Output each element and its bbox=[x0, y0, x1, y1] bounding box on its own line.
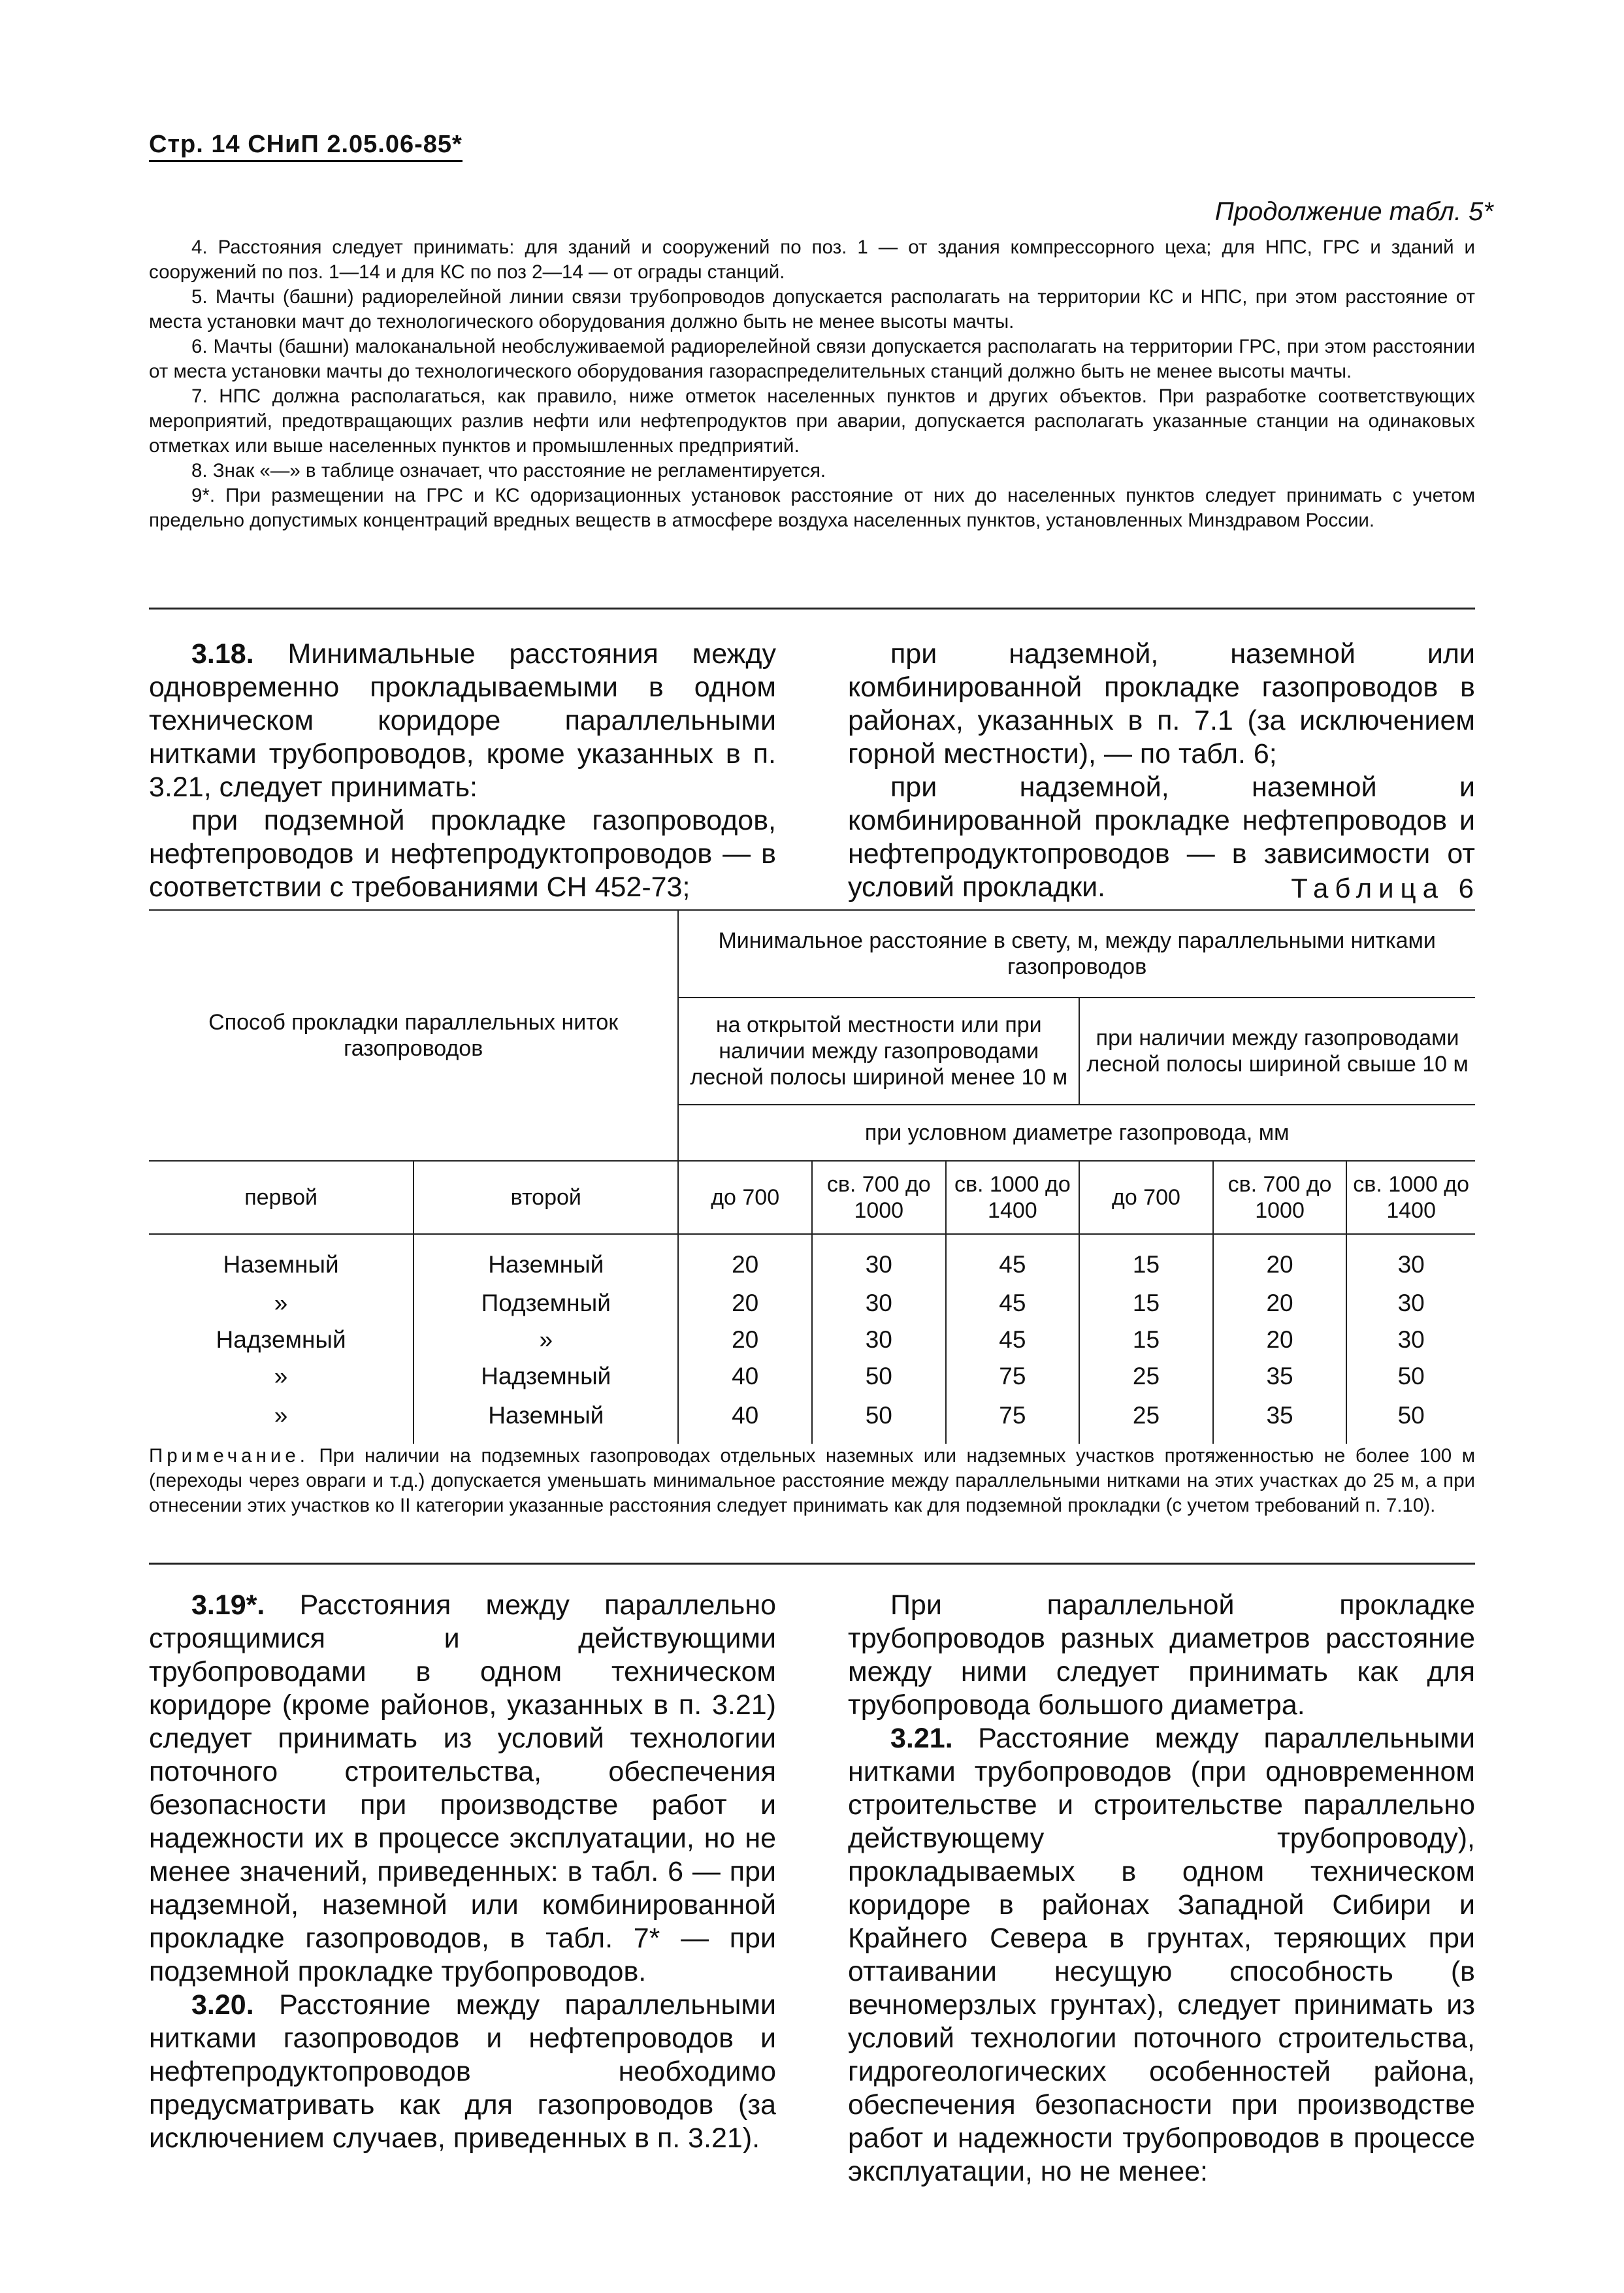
cell-value: 20 bbox=[678, 1234, 812, 1285]
section-text: Расстояния между параллельно строящимися и действующими трубопроводами в одном техническом коридоре (кроме районов, указанных в п. 3.21) следует принимать из условий технологии поточного строительства, обеспечения безопасности при производстве работ и надежности их в процессе эксплуатации, но не менее значений, приведенных: в табл. 6 — при надземной, наземной или комбинированной прокладке газопроводов, в табл. 7* — при подземной прокладке трубопроводов. bbox=[149, 1589, 776, 1987]
cell-value: 30 bbox=[812, 1322, 946, 1358]
cell-first: » bbox=[149, 1285, 414, 1322]
cell-value: 20 bbox=[1213, 1234, 1347, 1285]
cell-value: 30 bbox=[1346, 1285, 1475, 1322]
divider-rule bbox=[149, 1563, 1475, 1565]
section-number: 3.18. bbox=[191, 638, 254, 670]
table-row bbox=[149, 1234, 1475, 1285]
page-header: Стр. 14 СНиП 2.05.06-85* bbox=[149, 131, 463, 162]
table-row bbox=[149, 1285, 1475, 1322]
header-min-distance: Минимальное расстояние в свету, м, между параллельными нитками газопроводов bbox=[678, 910, 1475, 998]
section-text: При параллельной прокладке трубопроводов разных диаметров расстояние между ними следует принимать как для трубопровода большого диаметра. bbox=[848, 1589, 1475, 1721]
cell-value: 35 bbox=[1213, 1358, 1347, 1395]
cell-value: 30 bbox=[1346, 1322, 1475, 1358]
cell-second: » bbox=[414, 1322, 678, 1358]
cell-second: Наземный bbox=[414, 1234, 678, 1285]
table5-notes bbox=[149, 235, 1475, 533]
cell-value: 75 bbox=[946, 1395, 1080, 1444]
section-text: при подземной прокладке газопроводов, нефтепроводов и нефтепродуктопроводов — в соответствии с требованиями СН 452-73; bbox=[149, 805, 776, 903]
right-column-bottom bbox=[848, 1589, 1475, 2188]
cell-first: Наземный bbox=[149, 1234, 414, 1285]
divider-rule bbox=[149, 608, 1475, 610]
cell-value: 45 bbox=[946, 1285, 1080, 1322]
header-forest-strip: при наличии между газопроводами лесной полосы шириной свыше 10 м bbox=[1079, 998, 1475, 1105]
cell-value: 30 bbox=[812, 1285, 946, 1322]
cell-value: 35 bbox=[1213, 1395, 1347, 1444]
cell-value: 30 bbox=[812, 1234, 946, 1285]
cell-value: 15 bbox=[1079, 1322, 1213, 1358]
table-6 bbox=[149, 909, 1475, 1444]
cell-value: 50 bbox=[1346, 1395, 1475, 1444]
cell-value: 40 bbox=[678, 1358, 812, 1395]
note-text: При наличии на подземных газопроводах отдельных наземных или надземных участков протяженностью не более 100 м (переходы через овраги и т.д.) допускается уменьшать минимальное расстояние между параллельными нитками на этих участках до 25 м, а при отнесении этих участков ко II категории указанные расстояния следует принимать как для подземной прокладки (с учетом требований п. 7.10). bbox=[149, 1445, 1475, 1516]
cell-value: 25 bbox=[1079, 1395, 1213, 1444]
diameter-col: св. 700 до 1000 bbox=[1213, 1161, 1347, 1234]
cell-value: 50 bbox=[812, 1358, 946, 1395]
diameter-col: до 700 bbox=[678, 1161, 812, 1234]
table-note bbox=[149, 1444, 1475, 1518]
left-column-bottom bbox=[149, 1589, 776, 2155]
diameter-col: св. 1000 до 1400 bbox=[946, 1161, 1080, 1234]
cell-value: 15 bbox=[1079, 1234, 1213, 1285]
cell-first: Надземный bbox=[149, 1322, 414, 1358]
cell-second: Подземный bbox=[414, 1285, 678, 1322]
header-second: второй bbox=[414, 1161, 678, 1234]
section-number: 3.21. bbox=[890, 1723, 953, 1754]
diameter-col: до 700 bbox=[1079, 1161, 1213, 1234]
table-row bbox=[149, 1395, 1475, 1444]
cell-value: 50 bbox=[1346, 1358, 1475, 1395]
cell-value: 20 bbox=[678, 1285, 812, 1322]
note-item: 5. Мачты (башни) радиорелейной линии связи трубопроводов допускается располагать на территории КС и НПС, при этом расстояние от места установки мачт до технологического оборудования должно быть не менее высоты мачты. bbox=[149, 286, 1475, 333]
header-open-area: на открытой местности или при наличии между газопроводами лесной полосы шириной менее 10 м bbox=[678, 998, 1079, 1105]
cell-first: » bbox=[149, 1358, 414, 1395]
cell-value: 40 bbox=[678, 1395, 812, 1444]
header-first: первой bbox=[149, 1161, 414, 1234]
note-label: Примечание. bbox=[149, 1445, 309, 1467]
section-number: 3.19*. bbox=[191, 1589, 265, 1621]
note-item: 8. Знак «—» в таблице означает, что расстояние не регламентируется. bbox=[191, 460, 826, 481]
section-text: при надземной, наземной или комбинированной прокладке газопроводов в районах, указанных в п. 7.1 (за исключением горной местности), — по табл. 6; bbox=[848, 638, 1475, 770]
header-method: Способ прокладки параллельных ниток газопроводов bbox=[149, 910, 678, 1161]
cell-value: 25 bbox=[1079, 1358, 1213, 1395]
cell-value: 20 bbox=[1213, 1322, 1347, 1358]
cell-value: 20 bbox=[678, 1322, 812, 1358]
note-item: 9*. При размещении на ГРС и КС одоризационных установок расстояние от них до населенных пунктов следует принимать с учетом предельно допустимых концентраций вредных веществ в атмосфере воздуха населенных пунктов, установленных Минздравом России. bbox=[149, 485, 1475, 531]
section-text: Минимальные расстояния между одновременно прокладываемыми в одном техническом коридоре параллельными нитками трубопроводов, кроме указанных в п. 3.21, следует принимать: bbox=[149, 638, 776, 803]
cell-second: Надземный bbox=[414, 1358, 678, 1395]
section-text: при надземной, наземной и комбинированной прокладке нефтепроводов и нефтепродуктопроводов — в зависимости от условий прокладки. bbox=[848, 772, 1475, 903]
cell-value: 15 bbox=[1079, 1285, 1213, 1322]
cell-value: 20 bbox=[1213, 1285, 1347, 1322]
table-row bbox=[149, 1322, 1475, 1358]
diameter-col: св. 1000 до 1400 bbox=[1346, 1161, 1475, 1234]
section-text: Расстояние между параллельными нитками газопроводов и нефтепроводов и нефтепродуктопроводов необходимо предусматривать как для газопроводов (за исключением случаев, приведенных в п. 3.21). bbox=[149, 1989, 776, 2154]
section-3-18-right bbox=[848, 638, 1475, 904]
note-item: 4. Расстояния следует принимать: для зданий и сооружений по поз. 1 — от здания компрессорного цеха; для НПС, ГРС и зданий и сооружений по поз. 1—14 и для КС по поз 2—14 — от ограды станций. bbox=[149, 236, 1475, 283]
note-item: 6. Мачты (башни) малоканальной необслуживаемой радиорелейной связи допускается располагать на территории ГРС, при этом расстоянии от места установки мачты до технологического оборудования газораспределительных станций должно быть не менее высоты мачты. bbox=[149, 336, 1475, 382]
note-item: 7. НПС должна располагаться, как правило, ниже отметок населенных пунктов и других объектов. При разработке соответствующих мероприятий, предотвращающих разлив нефти или нефтепродуктов при аварии, допускается располагать указанные станции на одинаковых отметках или выше населенных пунктов и промышленных предприятий. bbox=[149, 385, 1475, 457]
section-text: Расстояние между параллельными нитками трубопроводов (при одновременном строительстве и строительстве параллельно действующему трубопроводу), прокладываемых в одном техническом коридоре в районах Западной Сибири и Крайнего Севера в грунтах, теряющих при оттаивании несущую способность (в вечномерзлых грунтах), следует принимать из условий технологии поточного строительства, гидрогеологических особенностей района, обеспечения безопасности при производстве работ и надежности трубопроводов в процессе эксплуатации, но не менее: bbox=[848, 1723, 1475, 2187]
table-caption: Таблица 6 bbox=[1291, 873, 1480, 903]
section-3-18-left bbox=[149, 638, 776, 904]
header-diameter: при условном диаметре газопровода, мм bbox=[678, 1105, 1475, 1161]
section-number: 3.20. bbox=[191, 1989, 254, 2021]
cell-value: 45 bbox=[946, 1234, 1080, 1285]
cell-second: Наземный bbox=[414, 1395, 678, 1444]
cell-value: 45 bbox=[946, 1322, 1080, 1358]
continuation-caption: Продолжение табл. 5* bbox=[1214, 197, 1493, 226]
cell-value: 30 bbox=[1346, 1234, 1475, 1285]
cell-value: 75 bbox=[946, 1358, 1080, 1395]
cell-first: » bbox=[149, 1395, 414, 1444]
diameter-col: св. 700 до 1000 bbox=[812, 1161, 946, 1234]
cell-value: 50 bbox=[812, 1395, 946, 1444]
table-row bbox=[149, 1358, 1475, 1395]
